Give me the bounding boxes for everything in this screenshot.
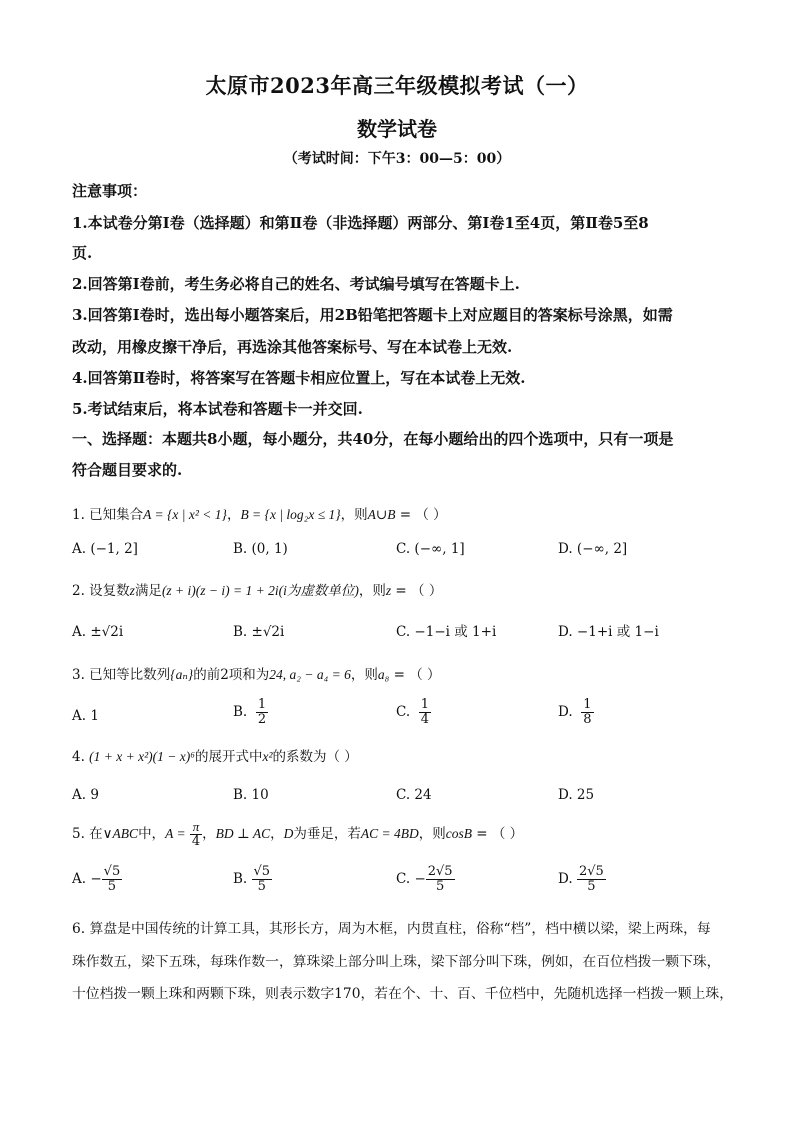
- question-1-option-a: A. (−1, 2]: [72, 541, 138, 557]
- section-heading: 一、选择题：本题共8小题，每小题分，共40分，在每小题给出的四个选项中，只有一项是: [72, 430, 674, 448]
- fraction: $\frac{√5}{5}$: [103, 864, 121, 894]
- question-4-option-d: D. 25: [558, 787, 595, 803]
- question-1-option-d: D. (−∞, 2]: [558, 541, 628, 557]
- notes-heading: 注意事项：: [72, 182, 148, 200]
- question-5-option-b: B. $\frac{√5}{5}$: [233, 864, 271, 894]
- note-item: 3.回答第Ⅰ卷时，选出每小题答案后，用2B铅笔把答题卡上对应题目的答案标号涂黑，如需: [72, 306, 673, 324]
- question-3-stem: 3. 已知等比数列{aₙ}的前2项和为24, a₂ − a₄ = 6，则a₈ = （ ）: [72, 667, 441, 683]
- question-3-option-a: A. 1: [72, 708, 99, 724]
- fraction: $\frac{1}{8}$: [583, 697, 592, 727]
- subject-title: 数学试卷: [357, 117, 437, 141]
- fraction: $\frac{\pi}{4}$: [191, 819, 201, 849]
- question-3-option-d: D. $\frac{1}{8}$: [558, 697, 592, 727]
- question-5-option-a: A. − $\frac{√5}{5}$: [72, 864, 121, 894]
- fraction: $\frac{1}{4}$: [420, 697, 430, 727]
- note-item: 页.: [72, 244, 93, 262]
- question-6-line: 十位档拨一颗上珠和两颗下珠，则表示数字170，若在个、十、百、千位档中，先随机选择一档拨一颗上珠，: [72, 986, 733, 1002]
- question-4-option-b: B. 10: [233, 787, 269, 803]
- question-3-option-c: C. $\frac{1}{4}$: [396, 697, 430, 727]
- question-2-stem: 2. 设复数z满足(z + i)(z − i) = 1 + 2i(i为虚数单位)，则z = （ ）: [72, 583, 443, 599]
- question-1-stem: 1. 已知集合A = {x | x² < 1}，B = {x | log₂x ≤ 1}，则A∪B = （ ）: [72, 507, 447, 523]
- question-3-option-b: B. $\frac{1}{2}$: [233, 697, 267, 727]
- question-4-option-c: C. 24: [396, 787, 432, 803]
- question-5-option-c: C. − $\frac{2√5}{5}$: [396, 864, 453, 894]
- question-2-option-c: C. −1−i 或 1+i: [396, 624, 497, 640]
- question-2-option-d: D. −1+i 或 1−i: [558, 624, 659, 640]
- note-item: 4.回答第Ⅱ卷时，将答案写在答题卡相应位置上，写在本试卷上无效.: [72, 369, 526, 387]
- question-1-option-b: B. (0, 1): [233, 541, 288, 557]
- fraction: $\frac{2√5}{5}$: [578, 864, 604, 894]
- section-heading-cont: 符合题目要求的.: [72, 461, 183, 479]
- question-2-option-b: B. ±√2i: [233, 624, 285, 640]
- question-4-stem: 4. (1 + x + x²)(1 − x)⁶的展开式中x²的系数为（ ）: [72, 749, 358, 765]
- question-4-option-a: A. 9: [72, 787, 99, 803]
- fraction: $\frac{1}{2}$: [257, 697, 267, 727]
- note-item: 2.回答第Ⅰ卷前，考生务必将自己的姓名、考试编号填写在答题卡上.: [72, 275, 520, 293]
- question-1-option-c: C. (−∞, 1]: [396, 541, 465, 557]
- exam-time: （考试时间：下午3：00—5：00）: [283, 151, 511, 167]
- question-6-line: 珠作数五，梁下五珠，每珠作数一，算珠梁上部分叫上珠，梁下部分叫下珠，例如，在百位档拨一颗下珠，: [72, 954, 721, 970]
- exam-title: 太原市2023年高三年级模拟考试（一）: [205, 73, 589, 98]
- question-6-line: 6. 算盘是中国传统的计算工具，其形长方，周为木框，内贯直柱，俗称“档”，档中横以梁，梁上两珠，每: [72, 921, 711, 937]
- note-item: 5.考试结束后，将本试卷和答题卡一并交回.: [72, 400, 363, 418]
- question-2-option-a: A. ±√2i: [72, 624, 124, 640]
- fraction: $\frac{2√5}{5}$: [427, 864, 453, 894]
- note-item: 1.本试卷分第Ⅰ卷（选择题）和第Ⅱ卷（非选择题）两部分、第Ⅰ卷1至4页，第Ⅱ卷5至8: [72, 214, 649, 232]
- question-5-stem: 5. 在∨ABC中，A = $\frac{\pi}{4}$ ，BD ⊥ AC，D为垂足，若AC = 4BD，则cosB = （ ）: [72, 819, 524, 849]
- note-item: 改动，用橡皮擦干净后，再选涂其他答案标号、写在本试卷上无效.: [72, 338, 513, 356]
- fraction: $\frac{√5}{5}$: [253, 864, 271, 894]
- question-5-option-d: D. $\frac{2√5}{5}$: [558, 864, 604, 894]
